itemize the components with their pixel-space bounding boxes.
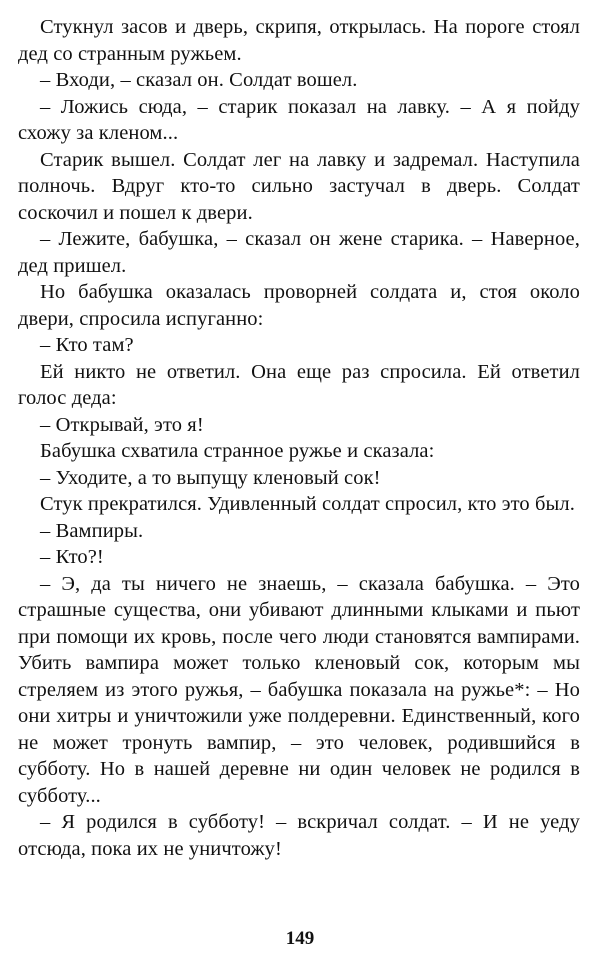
paragraph-3: – Ложись сюда, – старик показал на лавку. – А я пойду схожу за кленом... [18,95,580,144]
paragraph-5: – Лежите, бабушка, – сказал он жене старика. – Наверное, дед пришел. [18,228,580,277]
paragraph-11: – Уходите, а то выпущу кленовый сок! [40,466,381,489]
paragraph-13: – Вампиры. [40,519,144,542]
page-body [18,14,580,862]
paragraph-12: Стук прекратился. Удивленный солдат спросил, кто это был. [40,493,575,515]
paragraph-8: Ей никто не ответил. Она еще раз спросила. Ей ответил голос деда: [18,360,580,409]
paragraph-10: Бабушка схватила странное ружье и сказала: [40,440,435,462]
paragraph-9: – Открывай, это я! [40,413,204,436]
paragraph-14: – Кто?! [40,546,104,568]
paragraph-15: – Э, да ты ничего не знаешь, – сказала бабушка. – Это страшные существа, они убивают длинными клыками и пьют при помощи их кровь, после чего люди становятся вампирами. Убить вампира может только кленовый сок, которым мы стреляем из этого ружья, – бабушка показала на ружье*: – Но они хитры и уничтожили уже полдеревни. Единственный, кого не может тронуть вампир, – это человек, родившийся в субботу. Но в нашей деревне ни один человек не родился в субботу... [18,572,580,807]
paragraph-6: Но бабушка оказалась проворней солдата и, стоя около двери, спросила испуганно: [18,281,580,330]
paragraph-2: – Входи, – сказал он. Солдат вошел. [40,69,358,91]
page-number: 149 [285,928,315,949]
paragraph-16: – Я родился в субботу! – вскричал солдат. – И не уеду отсюда, пока их не уничтожу! [18,811,580,860]
paragraph-4: Старик вышел. Солдат лег на лавку и задремал. Наступила полночь. Вдруг кто-то сильно застучал в дверь. Солдат соскочил и пошел к двери. [18,148,580,224]
paragraph-1: Стукнул засов и дверь, скрипя, открылась. На пороге стоял дед со странным ружьем. [18,16,580,65]
paragraph-7: – Кто там? [40,334,134,356]
